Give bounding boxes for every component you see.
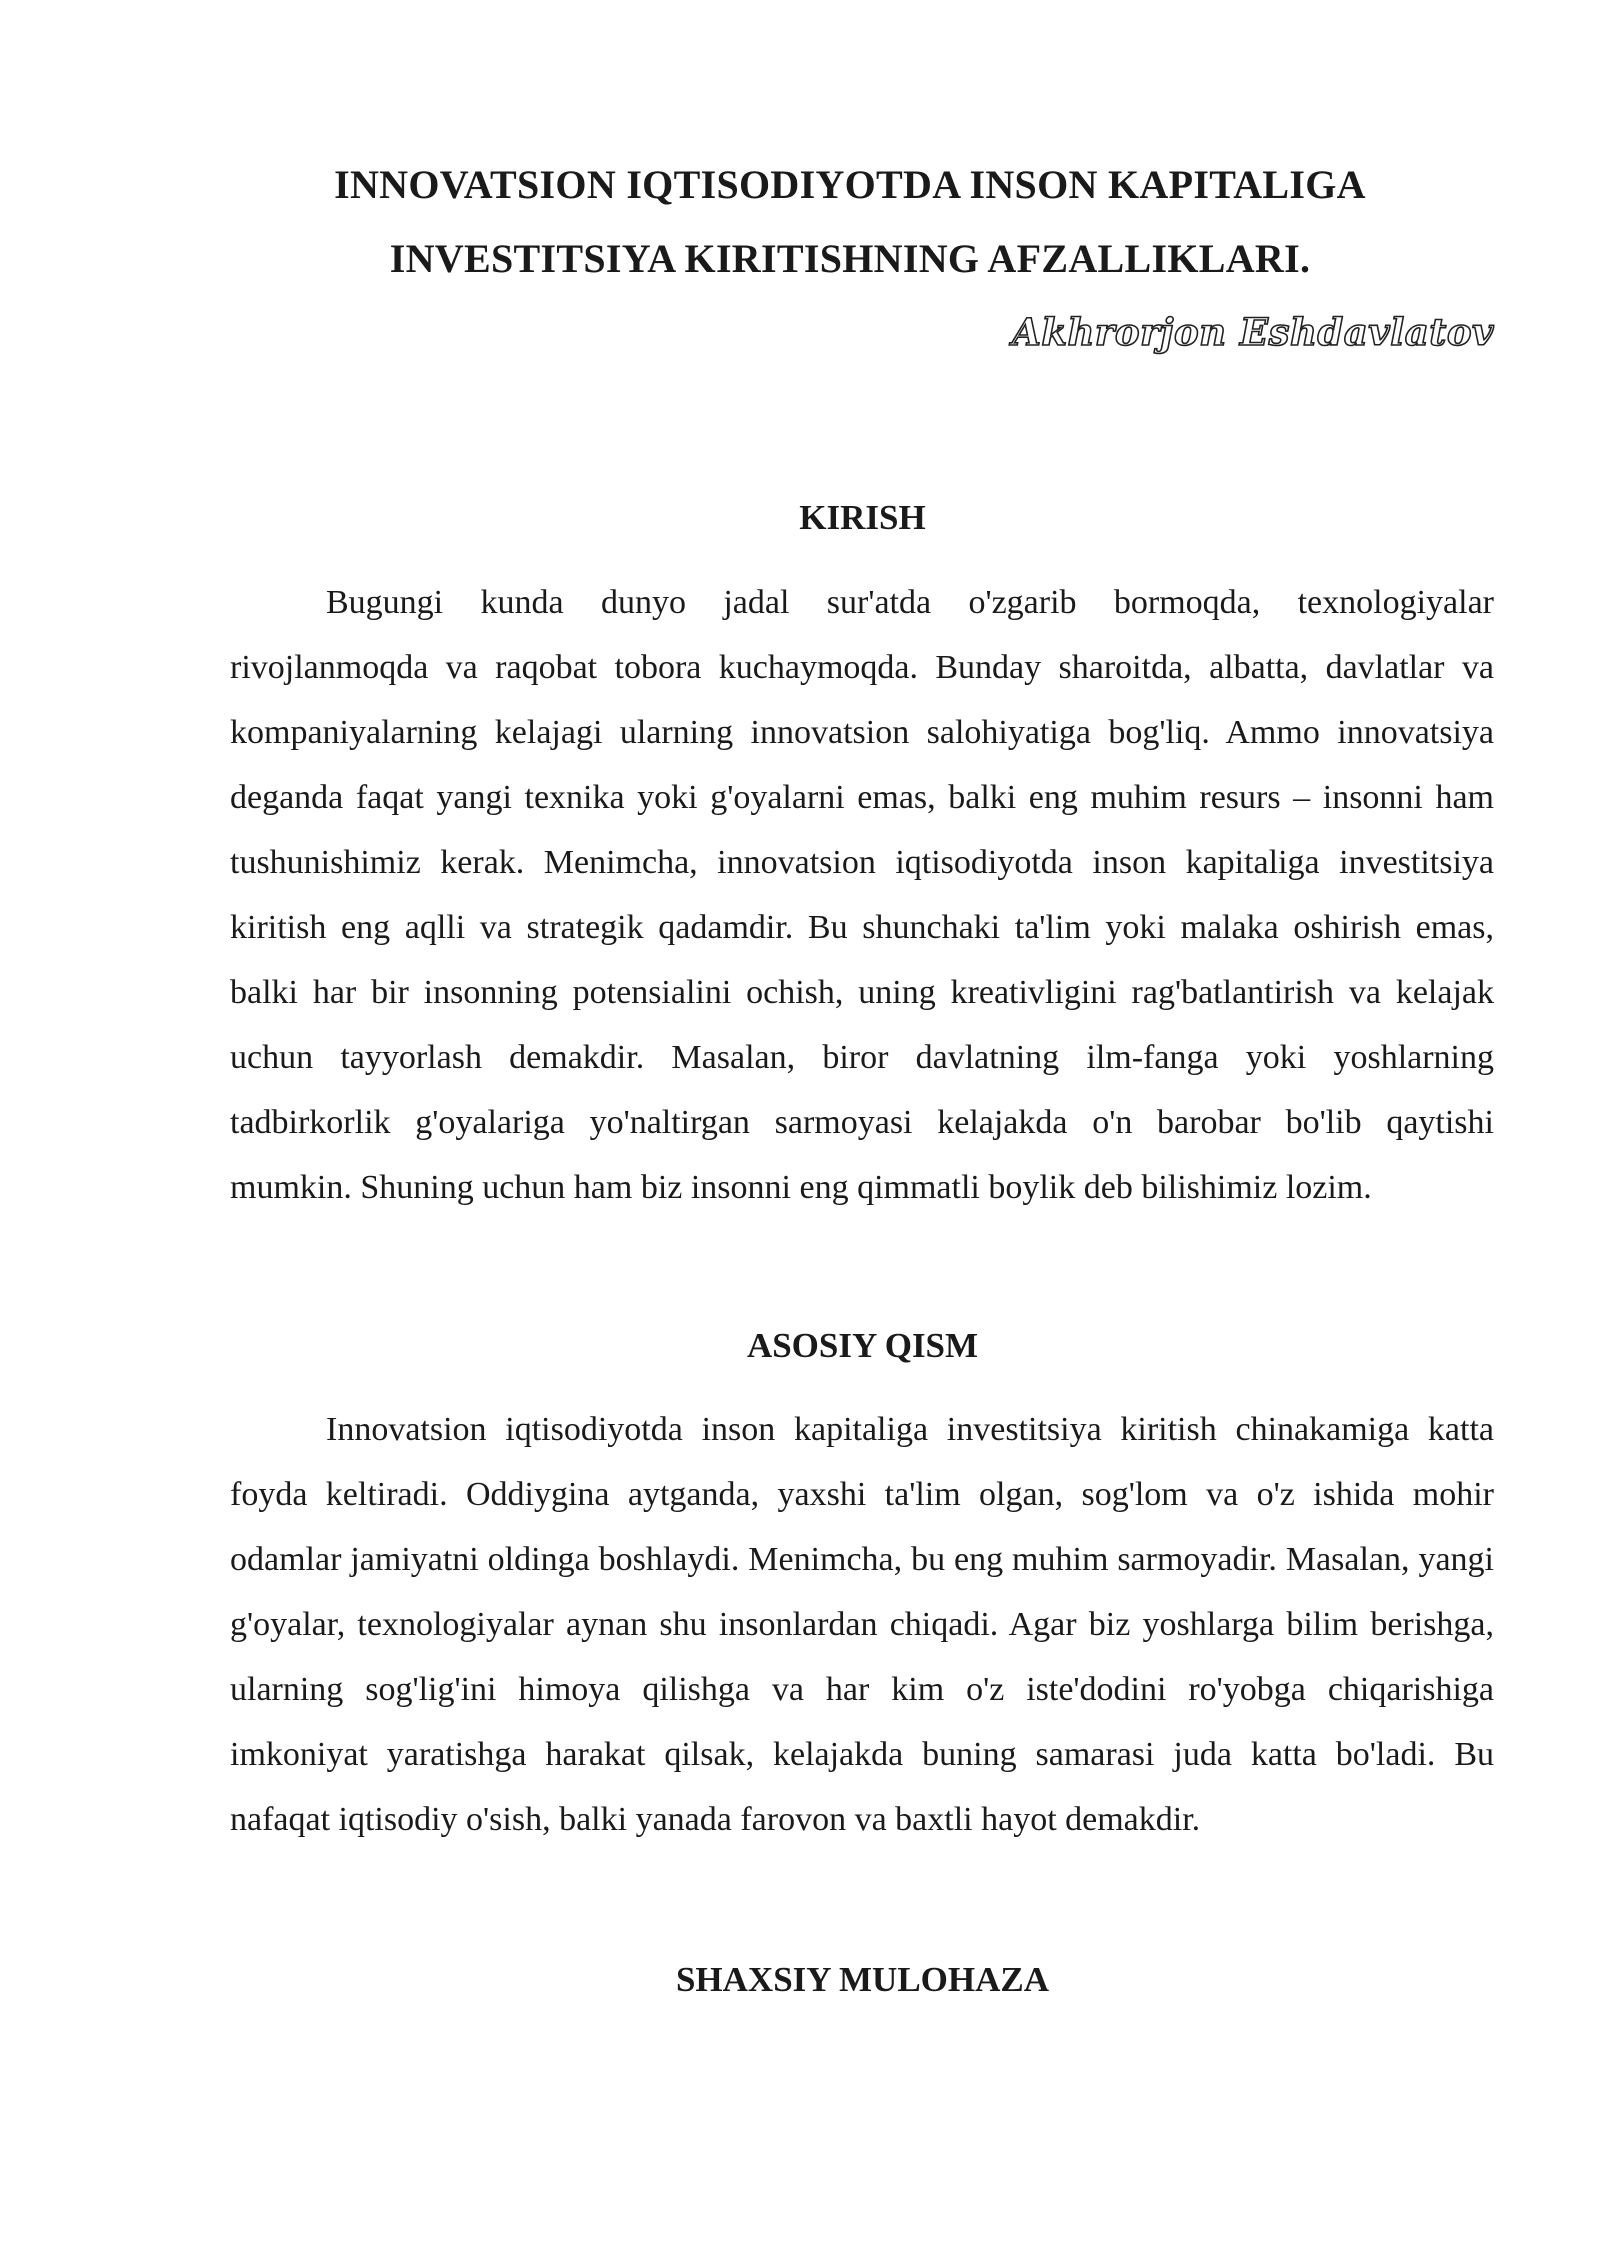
section-heading-kirish: KIRISH [799, 498, 926, 537]
section-paragraph-kirish: Bugungi kunda dunyo jadal sur'atda o'zgarib bormoqda, texnologiyalar rivojlanmoqda va raqobat tobora kuchaymoqda. Bunday sharoitda, albatta, davlatlar va kompaniyalarning kelajagi ularning innovatsion salohiyatiga bog'liq. Ammo innovatsiya deganda faqat yangi texnika yoki g'oyalarni emas, balki eng muhim resurs – insonni ham tushunishimiz kerak. Menimcha, innovatsion iqtisodiyotda inson kapitaliga investitsiya kiritish eng aqlli va strategik qadamdir. Bu shunchaki ta'lim yoki malaka oshirish emas, balki har bir insonning potensialini ochish, uning kreativligini rag'batlantirish va kelajak uchun tayyorlash demakdir. Masalan, biror davlatning ilm-fanga yoki yoshlarning tadbirkorlik g'oyalariga yo'naltirgan sarmoyasi kelajakda o'n barobar bo'lib qaytishi mumkin. Shuning uchun ham biz insonni eng qimmatli boylik deb bilishimiz lozim. [230, 584, 1494, 1206]
document-title [230, 148, 1470, 296]
section-heading-shaxsiy-mulohaza: SHAXSIY MULOHAZA [675, 1960, 1050, 1999]
section-paragraph-asosiy-qism: Innovatsion iqtisodiyotda inson kapitaliga investitsiya kiritish chinakamiga katta foyda keltiradi. Oddiygina aytganda, yaxshi ta'lim olgan, sog'lom va o'z ishida mohir odamlar jamiyatni oldinga boshlaydi. Menimcha, bu eng muhim sarmoyadir. Masalan, yangi g'oyalar, texnologiyalar aynan shu insonlardan chiqadi. Agar biz yoshlarga bilim berishga, ularning sog'lig'ini himoya qilishga va har kim o'z iste'dodini ro'yobga chiqarishiga imkoniyat yaratishga harakat qilsak, kelajakda buning samarasi juda katta bo'ladi. Bu nafaqat iqtisodiy o'sish, balki yanada farovon va baxtli hayot demakdir. [230, 1411, 1494, 1838]
title-line-2: INVESTITSIYA KIRITISHNING AFZALLIKLARI. [389, 236, 1311, 281]
author-name: Akhrorjon Eshdavlatov [1012, 310, 1494, 354]
section-heading-asosiy-qism: ASOSIY QISM [746, 1326, 979, 1365]
title-line-1: INNOVATSION IQTISODIYOTDA INSON KAPITALIGA [334, 162, 1366, 207]
